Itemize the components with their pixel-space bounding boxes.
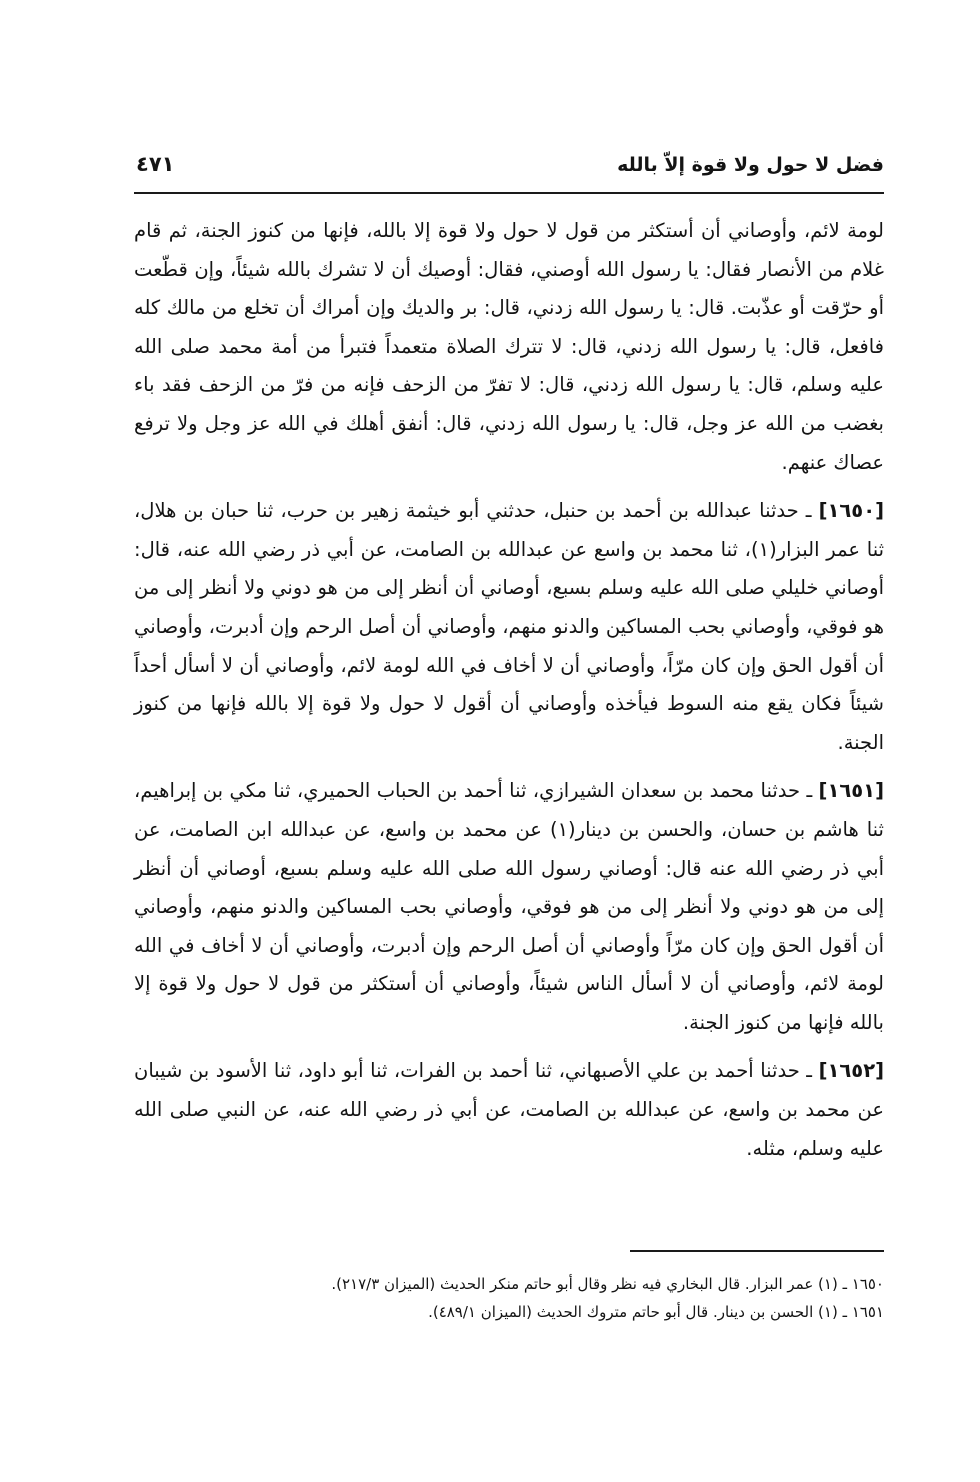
hadith-1652 bbox=[134, 1052, 884, 1168]
running-title: فضل لا حول ولا قوة إلاّ بالله bbox=[617, 154, 884, 176]
footnotes bbox=[134, 1270, 884, 1326]
hadith-number: [١٦٥٠] bbox=[818, 499, 885, 523]
hadith-1650 bbox=[134, 492, 884, 762]
page-header bbox=[134, 146, 884, 194]
hadith-number: [١٦٥١] bbox=[818, 779, 884, 803]
footnote-1650: ١٦٥٠ ـ (١) عمر البزار. قال البخاري فيه نظر وقال أبو حاتم منكر الحديث (الميزان ٢١٧/٣). bbox=[331, 1275, 884, 1293]
paragraph-text: ـ حدثنا محمد بن سعدان الشيرازي، ثنا أحمد بن الحباب الحميري، ثنا مكي بن إبراهيم، ثنا هاشم بن حسان، والحسن بن دينار(١) عن محمد بن واسع، عن عبدالله ابن الصامت، عن أبي ذر رضي الله عنه قال: أوصاني رسول الله صلى الله عليه وسلم بسبع، أوصاني أن أنظر إلى من هو دوني ولا أنظر إلى من هو فوقي، وأوصاني بحب المساكين والدنو منهم، وأوصاني أن أقول الحق وإن كان مرّاً وأوصاني أن أصل الرحم وإن أدبرت، وأوصاني أن لا أخاف في الله لومة لائم، وأوصاني أن لا أسأل الناس شيئاً، وأوصاني أن أستكثر من قول لا حول ولا قوة إلا بالله فإنها من كنوز الجنة. bbox=[134, 779, 884, 1034]
hadith-1651 bbox=[134, 772, 884, 1042]
paragraph-text: لومة لائم، وأوصاني أن أستكثر من قول لا حول ولا قوة إلا بالله، فإنها من كنوز الجنة، ثم قام غلام من الأنصار فقال: يا رسول الله أوصني، فقال: أوصيك أن لا تشرك بالله شيئاً، وإن قطّعت أو حرّقت أو عذّبت. قال: يا رسول الله زدني، قال: بر والديك وإن أمراك أن تخلع من مالك كله فافعل، قال: يا رسول الله زدني، قال: لا تترك الصلاة متعمداً فتبرأ من أمة محمد صلى الله عليه وسلم، قال: يا رسول الله زدني، قال: لا تفرّ من الزحف فإنه من فرّ من الزحف فقد باء بغضب من الله عز وجل، قال: يا رسول الله زدني، قال: أنفق أهلك في الله عز وجل ولا ترفع عصاك عنهم. bbox=[134, 219, 884, 474]
hadith-number: [١٦٥٢] bbox=[818, 1059, 885, 1083]
main-text bbox=[134, 212, 884, 1178]
paragraph-text: ـ حدثنا أحمد بن علي الأصبهاني، ثنا أحمد بن الفرات، ثنا أبو داود، ثنا الأسود بن شيبان عن محمد بن واسع، عن عبدالله بن الصامت، عن أبي ذر رضي الله عنه، عن النبي صلى الله عليه وسلم، مثله. bbox=[134, 1059, 884, 1160]
page-number: ٤٧١ bbox=[136, 152, 175, 176]
paragraph-continuation bbox=[134, 212, 884, 482]
footnote-1651: ١٦٥١ ـ (١) الحسن بن دينار. قال أبو حاتم متروك الحديث (الميزان ٤٨٩/١). bbox=[428, 1303, 884, 1321]
footnote-divider bbox=[630, 1250, 884, 1252]
paragraph-text: ـ حدثنا عبدالله بن أحمد بن حنبل، حدثني أبو خيثمة زهير بن حرب، ثنا حبان بن هلال، ثنا عمر البزار(١)، ثنا محمد بن واسع عن عبدالله بن الصامت، عن أبي ذر رضي الله عنه، قال: أوصاني خليلي صلى الله عليه وسلم بسبع، أوصاني أن أنظر إلى من هو دوني ولا أنظر إلى من هو فوقي، وأوصاني بحب المساكين والدنو منهم، وأوصاني أن أصل الرحم وإن أدبرت، وأوصاني أن أقول الحق وإن كان مرّاً، وأوصاني أن لا أخاف في الله لومة لائم، وأوصاني أن لا أسأل أحداً شيئاً فكان يقع منه السوط فيأخذه وأوصاني أن أقول لا حول ولا قوة إلا بالله فإنها من كنوز الجنة. bbox=[134, 499, 885, 754]
